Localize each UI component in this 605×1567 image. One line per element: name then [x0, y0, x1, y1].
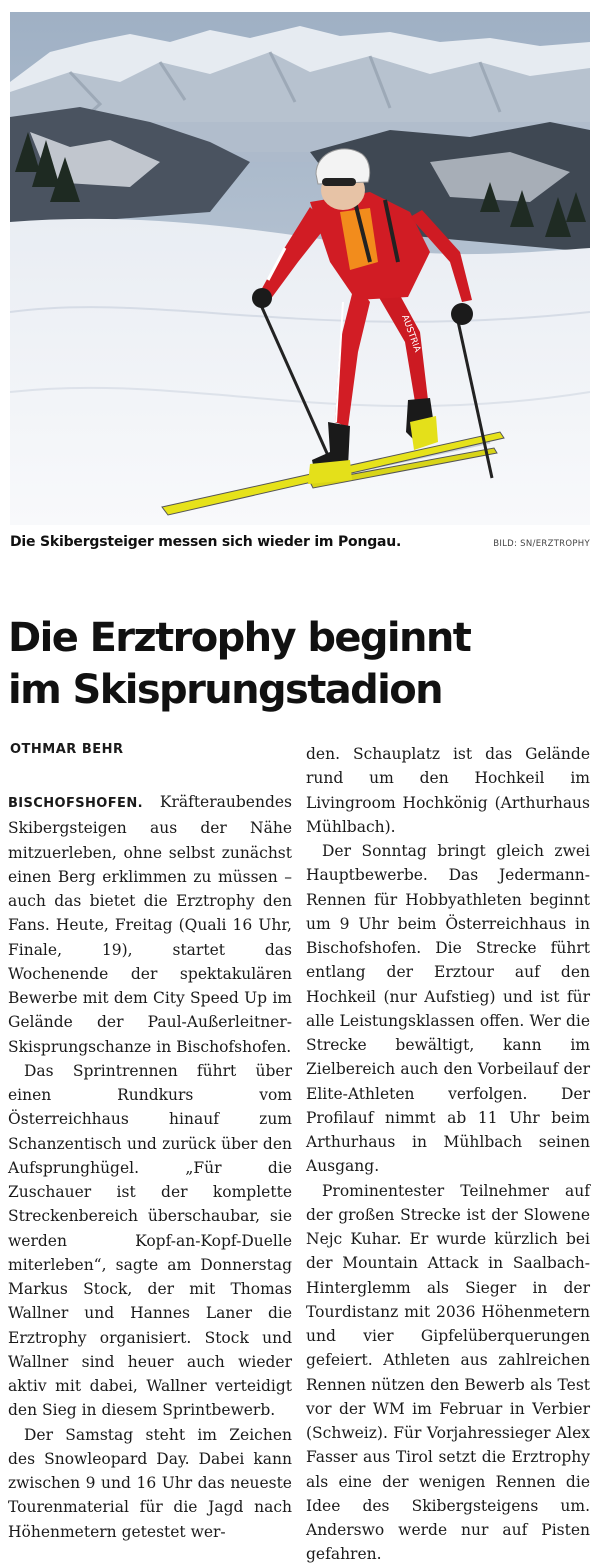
suit-lettering: AUSTRIA	[399, 313, 422, 354]
article-photo	[10, 12, 590, 525]
byline: OTHMAR BEHR	[10, 742, 124, 757]
paragraph-text: Kräfteraubendes Skibergsteigen aus der Nähe mitzuerleben, ohne selbst zunächst einen Berg erklimmen zu müssen – auch das bietet die Erztrophy den Fans. Heute, Freitag (Quali 16 Uhr, Finale, 19), startet das Wochenende der spektakulären Bewerbe mit dem City Speed Up im Gelände der Paul-Außerleitner-Skisprungschanze in Bischofshofen.	[8, 793, 292, 1056]
photo-credit: BILD: SN/ERZTROPHY	[493, 539, 590, 549]
dateline: BISCHOFSHOFEN.	[8, 796, 143, 811]
article-paragraph: Das Sprintrennen führt über einen Rundkurs vom Österreichhaus hinauf zum Schanzentisch und zurück über den Aufsprunghügel. „Für die Zuschauer ist der komplette Streckenbereich überschaubar, sie werden Kopf-an-Kopf-Duelle miterleben“, sagte am Donnerstag Markus Stock, der mit Thomas Wallner und Hannes Laner die Erztrophy organisiert. Stock und Wallner sind heuer auch wieder aktiv mit dabei, Wallner verteidigt den Sieg in diesem Sprintbewerb.	[8, 1061, 292, 1420]
headline	[8, 612, 598, 716]
headline-line-2: im Skisprungstadion	[8, 667, 443, 713]
caption-row	[10, 534, 590, 556]
article-paragraph: Der Sonntag bringt gleich zwei Hauptbewerbe. Das Jedermann-Rennen für Hobbyathleten beginnt um 9 Uhr beim Österreichhaus in Bischofshofen. Die Strecke führt entlang der Erztour auf den Hochkeil (nur Aufstieg) und ist für alle Leistungsklassen offen. Wer die Strecke bewältigt, kann im Zielbereich auch den Vorbeilauf der Elite-Athleten verfolgen. Der Profilauf nimmt ab 11 Uhr beim Arthurhaus in Mühlbach seinen Ausgang.	[306, 842, 590, 1176]
article-column-left	[8, 790, 292, 1544]
article-paragraph: den. Schauplatz ist das Gelände rund um den Hochkeil im Livingroom Hochkönig (Arthurhaus Mühlbach).	[306, 745, 590, 836]
headline-line-1: Die Erztrophy beginnt	[8, 615, 471, 661]
photo-caption: Die Skibergsteiger messen sich wieder im Pongau.	[10, 534, 402, 550]
article-paragraph: Prominentester Teilnehmer auf der großen Strecke ist der Slowene Nejc Kuhar. Er wurde kürzlich bei der Mountain Attack in Saalbach-Hinterglemm als Sieger in der Tourdistanz mit 2036 Höhenmetern und vier Gipfelüberquerungen gefeiert. Athleten aus zahlreichen Rennen nützen den Bewerb als Test vor der WM im Februar in Verbier (Schweiz). Für Vorjahressieger Alex Fasser aus Tirol setzt die Erztrophy als eine der wenigen Rennen die Idee des Skibergsteigens um. Anderswo werde nur auf Pisten gefahren.	[306, 1181, 590, 1564]
article-column-right	[306, 742, 590, 1567]
article-paragraph: Der Samstag steht im Zeichen des Snowleopard Day. Dabei kann zwischen 9 und 16 Uhr das neueste Tourenmaterial für die Jagd nach Höhenmetern getestet wer-	[8, 1425, 292, 1541]
article-paragraph	[8, 790, 292, 1059]
skier-illustration	[10, 12, 590, 525]
